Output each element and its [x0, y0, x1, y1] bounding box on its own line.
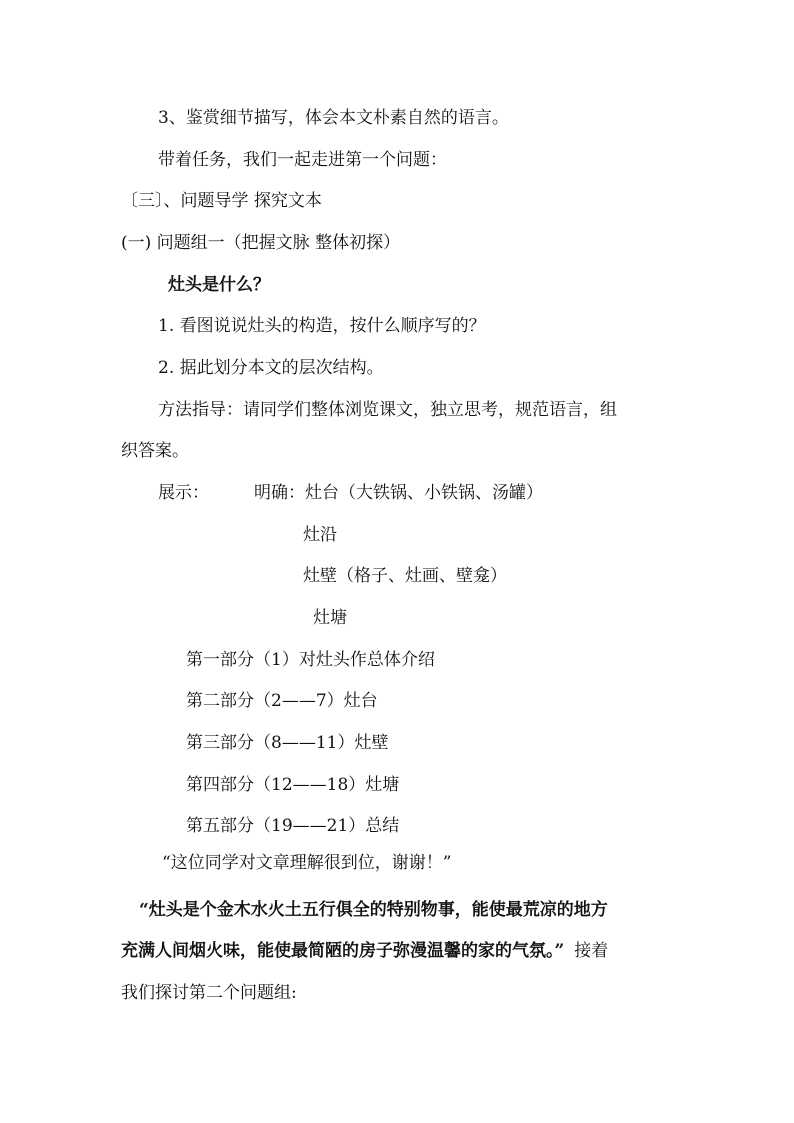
- teacher-praise: “这位同学对文章理解很到位，谢谢！”: [162, 853, 452, 873]
- question-2: 2. 据此划分本文的层次结构。: [158, 358, 384, 378]
- display-label: 展示：: [158, 483, 209, 503]
- part-5: 第五部分（19——21）总结: [186, 816, 400, 836]
- answer-stove-edge: 灶沿: [303, 525, 337, 545]
- part-1: 第一部分（1）对灶头作总体介绍: [186, 650, 435, 670]
- transition-text: 带着任务，我们一起走进第一个问题：: [158, 150, 447, 170]
- question-group-1-heading: (一) 问题组一（把握文脉 整体初探）: [121, 233, 401, 253]
- question-title: 灶头是什么？: [168, 275, 270, 295]
- method-guide-cont: 织答案。: [121, 441, 189, 461]
- quote-line-1: “灶头是个金木水火土五行俱全的特别物事，能使最荒凉的地方: [139, 900, 608, 920]
- answer-stove-wall: 灶壁（格子、灶画、壁龛）: [303, 566, 507, 586]
- part-3: 第三部分（8——11）灶壁: [186, 733, 389, 753]
- quote-line-2-tail: 接着: [574, 941, 609, 961]
- quote-line-2-bold: 充满人间烟火味，能使最简陋的房子弥漫温馨的家的气氛。”: [121, 941, 565, 961]
- section-heading-3: 〔三〕、问题导学 探究文本: [121, 191, 322, 211]
- method-guide: 方法指导：请同学们整体浏览课文，独立思考，规范语言，组: [158, 400, 617, 420]
- part-2: 第二部分（2——7）灶台: [186, 691, 378, 711]
- next-question-group: 我们探讨第二个问题组:: [121, 983, 297, 1003]
- quote-line-2: [121, 940, 608, 962]
- question-1: 1. 看图说说灶头的构造，按什么顺序写的？: [158, 316, 486, 336]
- answer-stove-top: 明确：灶台（大铁锅、小铁锅、汤罐）: [254, 483, 543, 503]
- objective-3: 3、鉴赏细节描写，体会本文朴素自然的语言。: [158, 108, 509, 128]
- answer-stove-pit: 灶塘: [313, 608, 347, 628]
- part-4: 第四部分（12——18）灶塘: [186, 775, 400, 795]
